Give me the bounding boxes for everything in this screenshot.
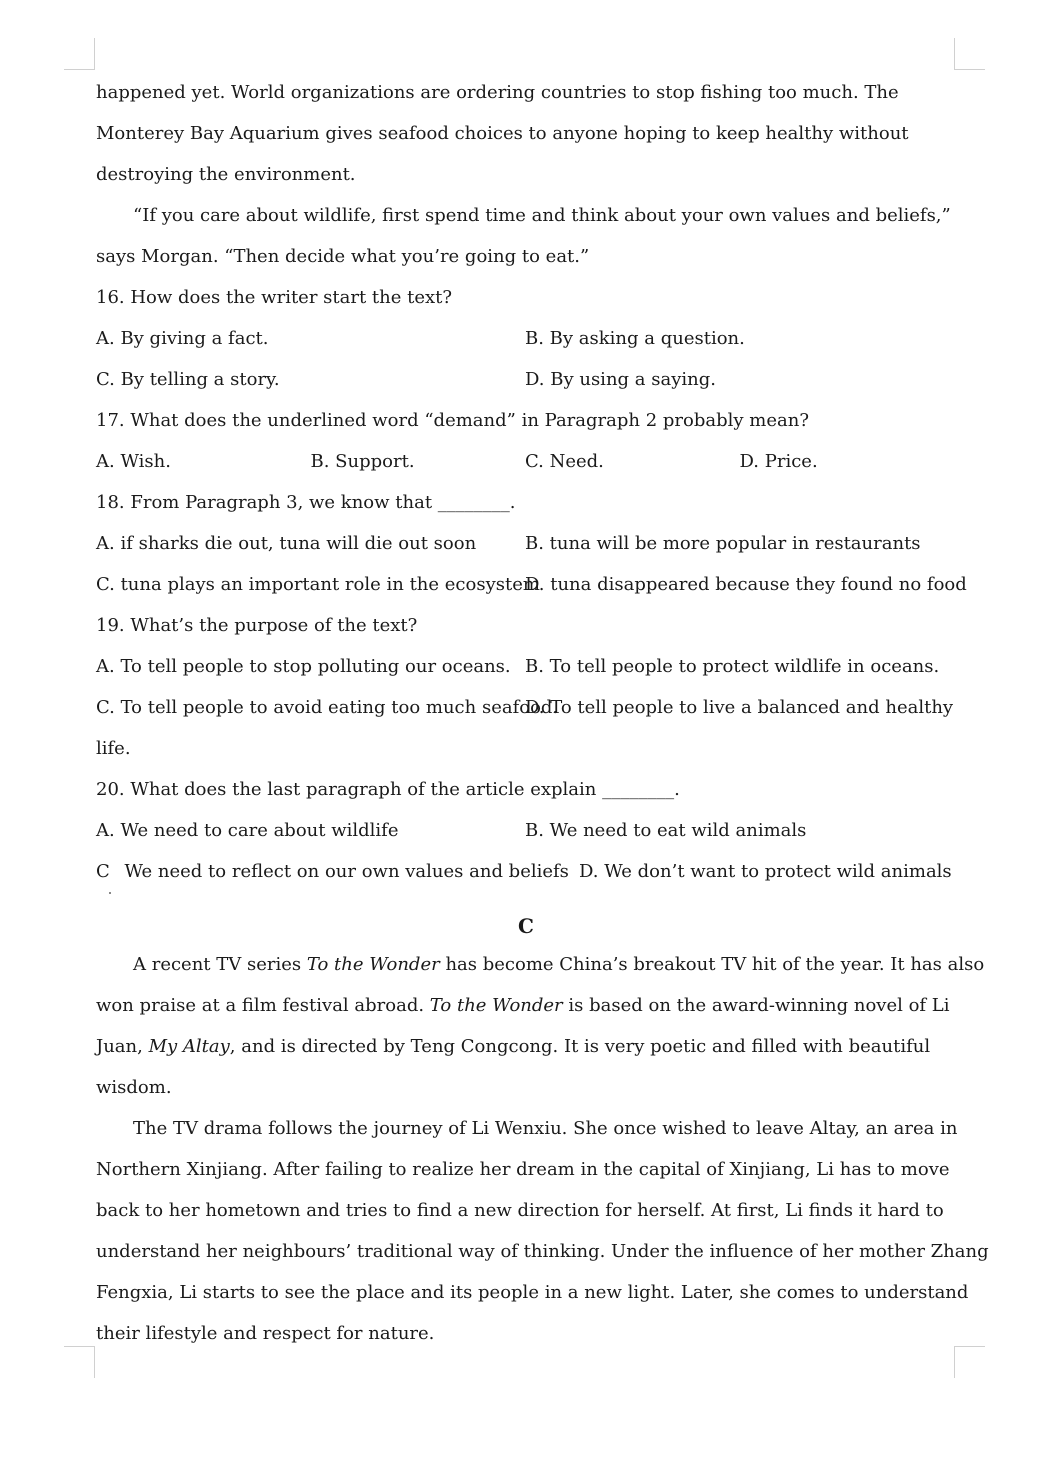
passage-line [96,944,985,985]
question-17-stem: 17. What does the underlined word “demand” in Paragraph 2 probably mean? [96,410,809,431]
passage-line: understand her neighbours’ traditional way of thinking. Under the influence of her mother Zhang [96,1241,989,1262]
passage-line: “If you care about wildlife, first spend time and think about your own values and beliefs,” [133,205,951,226]
text-run: won praise at a film festival abroad. [96,995,430,1016]
passage-line: happened yet. World organizations are ordering countries to stop fishing too much. The [96,82,899,103]
text-run: Juan, [96,1036,149,1057]
novel-title: My Altay [148,1036,230,1057]
option-c: C. Need. [525,451,604,472]
question-19-options-row-1 [96,646,966,687]
option-c: C We need to reflect on our own values and beliefs [96,861,569,882]
question-16-options-row-2 [96,359,966,400]
passage-line: back to her hometown and tries to find a new direction for herself. At first, Li finds it hard to [96,1200,944,1221]
passage-line [96,985,966,1026]
question-16-stem: 16. How does the writer start the text? [96,287,453,308]
option-b: B. We need to eat wild animals [525,820,807,841]
passage-line: Monterey Bay Aquarium gives seafood choices to anyone hoping to keep healthy without [96,123,909,144]
option-d-continued: life. [96,738,131,759]
question-18-stem: 18. From Paragraph 3, we know that ________. [96,492,516,513]
spacer [96,892,966,908]
option-b: B. tuna will be more popular in restaurants [525,533,921,554]
option-b: B. To tell people to protect wildlife in oceans. [525,656,940,677]
option-b: B. Support. [310,451,415,472]
text-run: is based on the award-winning novel of Li [562,995,950,1016]
text-run: has become China’s breakout TV hit of the year. It has also [439,954,985,975]
text-run: , and is directed by Teng Congcong. It is very poetic and filled with beautiful [229,1036,931,1057]
option-d: D. Price. [739,451,818,472]
question-19-stem: 19. What’s the purpose of the text? [96,615,418,636]
option-c: C. To tell people to avoid eating too much seafood. [96,697,559,718]
passage-line: wisdom. [96,1077,172,1098]
question-20-options-row-2 [96,851,966,892]
option-c: C. By telling a story. [96,369,280,390]
passage-line: says Morgan. “Then decide what you’re going to eat.” [96,246,590,267]
question-20-stem: 20. What does the last paragraph of the article explain ________. [96,779,680,800]
section-c-heading: C [518,914,534,938]
crop-mark-top-right [954,38,985,70]
passage-line: their lifestyle and respect for nature. [96,1323,435,1344]
passage-line: Northern Xinjiang. After failing to realize her dream in the capital of Xinjiang, Li has to move [96,1159,950,1180]
option-d: D. tuna disappeared because they found no food [525,574,967,595]
option-d: D. We don’t want to protect wild animals [579,861,952,882]
crop-mark-bottom-left [64,1346,95,1378]
question-18-options-row-2 [96,564,966,605]
passage-line: The TV drama follows the journey of Li Wenxiu. She once wished to leave Altay, an area in [133,1118,958,1139]
question-18-options-row-1 [96,523,966,564]
option-a: A. To tell people to stop polluting our oceans. [96,656,511,677]
page-content [96,72,989,1354]
passage-line: destroying the environment. [96,164,356,185]
option-d: D. To tell people to live a balanced and healthy [525,697,954,718]
option-a: A. Wish. [96,451,171,472]
question-20-options-row-1 [96,810,966,851]
option-d: D. By using a saying. [525,369,716,390]
option-a: A. if sharks die out, tuna will die out soon [96,533,477,554]
crop-mark-top-left [64,38,95,70]
text-run: A recent TV series [133,954,307,975]
option-a: A. We need to care about wildlife [96,820,399,841]
option-c: C. tuna plays an important role in the ecosystem [96,574,540,595]
show-title: To the Wonder [429,995,563,1016]
option-b: B. By asking a question. [525,328,745,349]
question-16-options-row-1 [96,318,966,359]
show-title: To the Wonder [306,954,440,975]
question-19-options-row-2 [96,687,966,728]
passage-line [96,1026,966,1067]
option-a: A. By giving a fact. [96,328,269,349]
stray-mark [109,892,111,894]
passage-line: Fengxia, Li starts to see the place and its people in a new light. Later, she comes to understand [96,1282,969,1303]
question-17-options [96,441,966,482]
